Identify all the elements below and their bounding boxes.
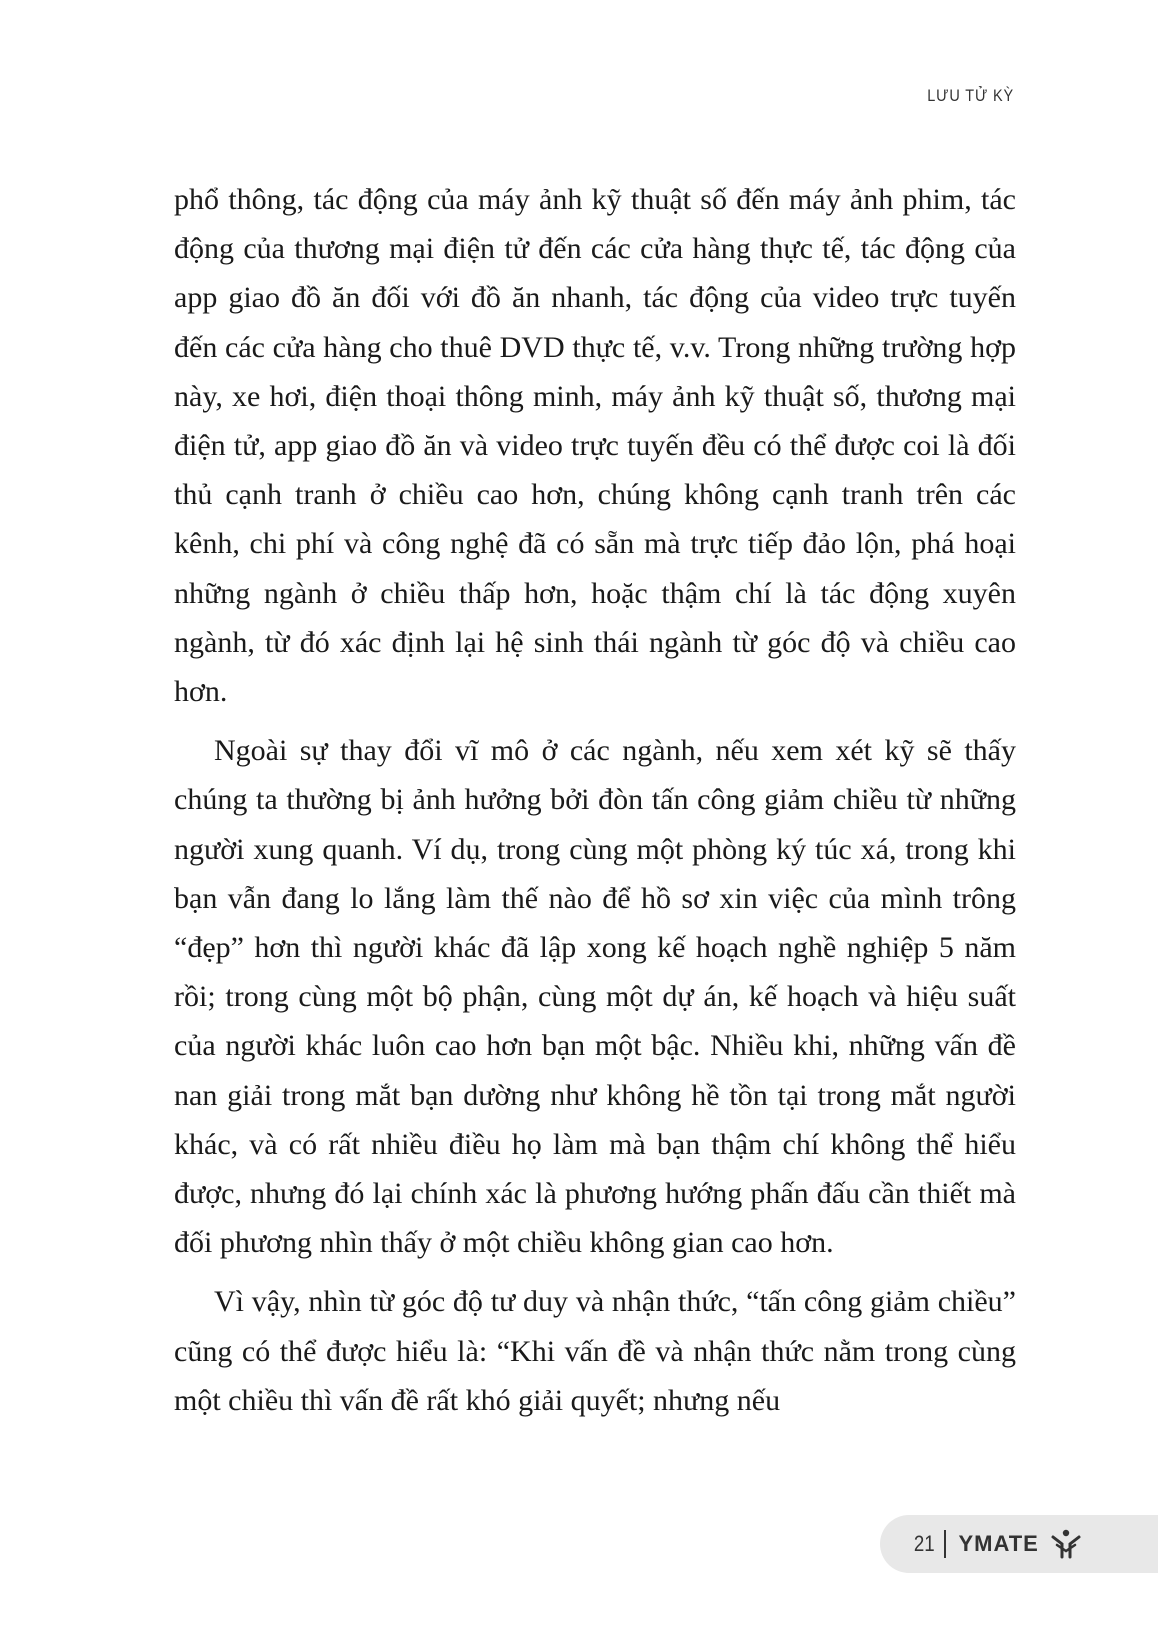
page-footer-tab	[880, 1515, 1158, 1573]
running-header: LƯU TỬ KỲ	[927, 86, 1014, 105]
page-number: 21	[913, 1531, 935, 1556]
ymate-logo-icon	[1049, 1527, 1083, 1561]
paragraph: Ngoài sự thay đổi vĩ mô ở các ngành, nếu xem xét kỹ sẽ thấy chúng ta thường bị ảnh hưởng bởi đòn tấn công giảm chiều từ những người xung quanh. Ví dụ, trong cùng một phòng ký túc xá, trong khi bạn vẫn đang lo lắng làm thế nào để hồ sơ xin việc của mình trông “đẹp” hơn thì người khác đã lập xong kế hoạch nghề nghiệp 5 năm rồi; trong cùng một bộ phận, cùng một dự án, kế hoạch và hiệu suất của người khác luôn cao hơn bạn một bậc. Nhiều khi, những vấn đề nan giải trong mắt bạn dường như không hề tồn tại trong mắt người khác, và có rất nhiều điều họ làm mà bạn thậm chí không thể hiểu được, nhưng đó lại chính xác là phương hướng phấn đấu cần thiết mà đối phương nhìn thấy ở một chiều không gian cao hơn.	[174, 734, 1016, 1260]
footer-divider	[944, 1530, 946, 1558]
brand-name: YMATE	[958, 1531, 1039, 1556]
body-text	[174, 175, 1016, 1425]
paragraph-continued: phổ thông, tác động của máy ảnh kỹ thuật số đến máy ảnh phim, tác động của thương mại điện tử đến các cửa hàng thực tế, tác động của app giao đồ ăn đối với đồ ăn nhanh, tác động của video trực tuyến đến các cửa hàng cho thuê DVD thực tế, v.v. Trong những trường hợp này, xe hơi, điện thoại thông minh, máy ảnh kỹ thuật số, thương mại điện tử, app giao đồ ăn và video trực tuyến đều có thể được coi là đối thủ cạnh tranh ở chiều cao hơn, chúng không cạnh tranh trên các kênh, chi phí và công nghệ đã có sẵn mà trực tiếp đảo lộn, phá hoại những ngành ở chiều thấp hơn, hoặc thậm chí là tác động xuyên ngành, từ đó xác định lại hệ sinh thái ngành từ góc độ và chiều cao hơn.	[174, 183, 1016, 709]
paragraph: Vì vậy, nhìn từ góc độ tư duy và nhận thức, “tấn công giảm chiều” cũng có thể được hiểu là: “Khi vấn đề và nhận thức nằm trong cùng một chiều thì vấn đề rất khó giải quyết; nhưng nếu	[174, 1285, 1016, 1417]
